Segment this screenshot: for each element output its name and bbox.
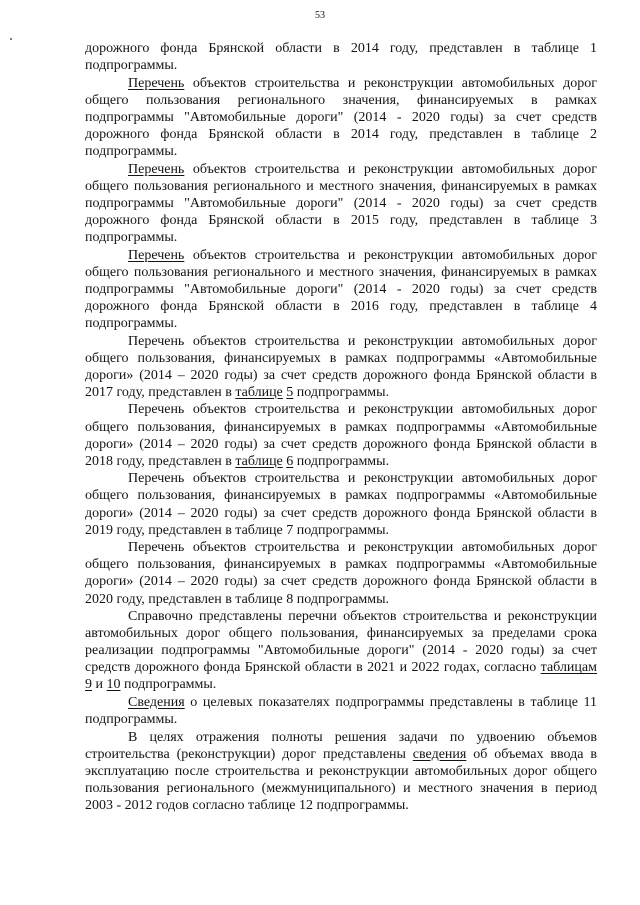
paragraph-text: подпрограммы. [293, 384, 390, 400]
reference-link[interactable]: 10 [106, 677, 121, 693]
paragraph-text: объектов строительства и реконструкции автомобильных дорог общего пользования регионального значения, финансируемых в рамках подпрограммы "Автомобильные дороги" (2014 - 2020 годы) за счет средств дорожного фонда Брянской области в 2014 году, представлен в таблице 2 подпрограммы. [85, 75, 597, 160]
page-number: 53 [315, 10, 325, 21]
paragraph-text: Перечень объектов строительства и реконструкции автомобильных дорог общего пользования, финансируемых в рамках подпрограммы «Автомобильные дороги» (2014 – 2020 годы) за счет средств дорожного фонда Брянской области в 2018 году, представлен в [85, 402, 597, 469]
paragraph [85, 539, 597, 607]
reference-link[interactable]: таблице [235, 384, 283, 400]
paragraph-text: о целевых показателях подпрограммы представлены в таблице 11 подпрограммы. [85, 695, 597, 728]
paragraph [85, 694, 597, 728]
reference-link[interactable]: Сведения [128, 695, 185, 711]
reference-link[interactable]: Перечень [128, 75, 185, 91]
scan-speck [10, 38, 12, 40]
reference-link[interactable]: 9 [85, 677, 92, 693]
paragraph [85, 401, 597, 469]
paragraph-text: Справочно представлены перечни объектов строительства и реконструкции автомобильных дорог общего пользования, финансируемых за пределами срока реализации подпрограммы "Автомобильные дороги" (2014 - 2020 годы) за счет средств дорожного фонда Брянской области в 2021 и 2022 годах, согласно [85, 609, 597, 676]
paragraph [85, 247, 597, 332]
reference-link[interactable]: 5 [286, 384, 294, 400]
paragraph-text: подпрограммы. [120, 677, 217, 693]
document-body [85, 40, 597, 814]
paragraph [85, 333, 597, 401]
paragraph-text: Перечень объектов строительства и реконструкции автомобильных дорог общего пользования, финансируемых в рамках подпрограммы «Автомобильные дороги» (2014 – 2020 годы) за счет средств дорожного фонда Брянской области в 2020 году, представлен в таблице 8 подпрограммы. [85, 540, 597, 607]
reference-link[interactable]: таблицам [540, 660, 597, 676]
paragraph [85, 608, 597, 693]
paragraph [85, 470, 597, 538]
reference-link[interactable]: 6 [286, 453, 294, 469]
paragraph [85, 40, 597, 74]
paragraph [85, 75, 597, 160]
reference-link[interactable]: таблице [235, 453, 283, 469]
paragraph-text: В целях отражения полноты решения задачи по удвоению объемов строительства (реконструкции) дорог представлены [85, 729, 597, 762]
paragraph-text: Перечень объектов строительства и реконструкции автомобильных дорог общего пользования, финансируемых в рамках подпрограммы «Автомобильные дороги» (2014 – 2020 годы) за счет средств дорожного фонда Брянской области в 2017 году, представлен в [85, 333, 597, 400]
paragraph-text: объектов строительства и реконструкции автомобильных дорог общего пользования регионального и местного значения, финансируемых в рамках подпрограммы "Автомобильные дороги" (2014 - 2020 годы) за счет средств дорожного фонда Брянской области в 2015 году, представлен в таблице 3 подпрограммы. [85, 161, 597, 246]
paragraph-text: и [92, 677, 107, 693]
paragraph-text: подпрограммы. [293, 453, 390, 469]
paragraph-text: Перечень объектов строительства и реконструкции автомобильных дорог общего пользования, финансируемых в рамках подпрограммы «Автомобильные дороги» (2014 – 2020 годы) за счет средств дорожного фонда Брянской области в 2019 году, представлен в таблице 7 подпрограммы. [85, 471, 597, 538]
reference-link[interactable]: сведения [412, 746, 467, 762]
paragraph-text: об объемах ввода в эксплуатацию после строительства и реконструкции автомобильных дорог общего пользования регионального (межмуниципального) и местного значения в период 2003 - 2012 годов согласно таблице 12 подпрограммы. [85, 746, 597, 814]
reference-link[interactable]: Перечень [128, 161, 185, 177]
paragraph [85, 161, 597, 246]
paragraph [85, 729, 597, 814]
paragraph-text: объектов строительства и реконструкции автомобильных дорог общего пользования регионального и местного значения, финансируемых в рамках подпрограммы "Автомобильные дороги" (2014 - 2020 годы) за счет средств дорожного фонда Брянской области в 2016 году, представлен в таблице 4 подпрограммы. [85, 247, 597, 331]
paragraph-text: дорожного фонда Брянской области в 2014 году, представлен в таблице 1 подпрограммы. [85, 41, 597, 74]
reference-link[interactable]: Перечень [128, 247, 185, 263]
